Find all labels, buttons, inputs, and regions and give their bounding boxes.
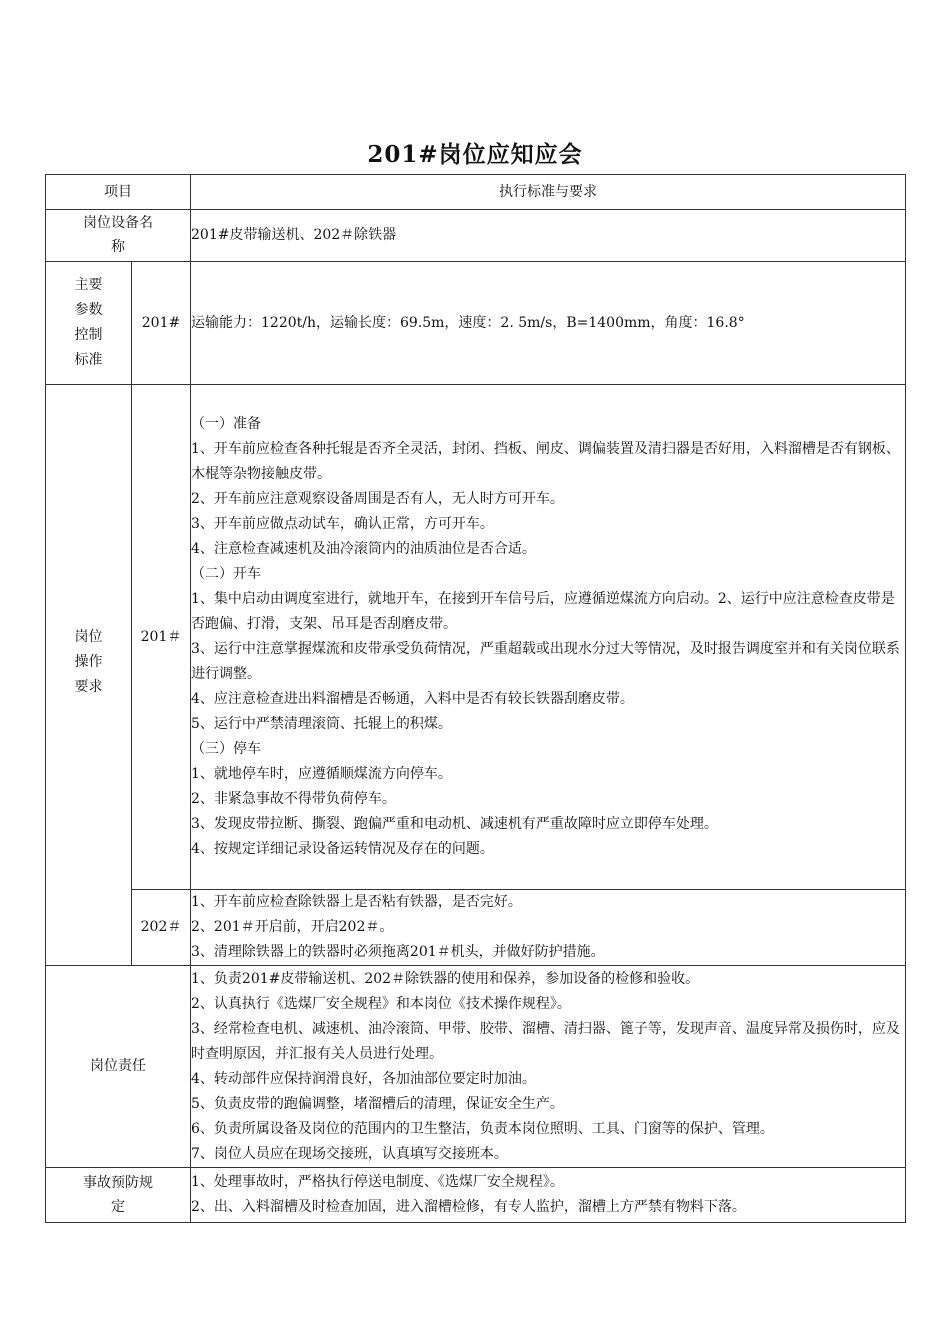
- operation-line: 4、按规定详细记录设备运转情况及存在的问题。: [191, 841, 494, 857]
- operation-line: 1、集中启动由调度室进行，就地开车，在接到开车信号后，应遵循逆煤流方向启动。2、运行中应注意检查皮带是否跑偏、打滑，支架、吊耳是否刮磨皮带。: [191, 591, 895, 632]
- responsibility-content: [191, 966, 906, 1168]
- operation-lines-202: [191, 890, 905, 965]
- header-standard: 执行标准与要求: [191, 175, 906, 210]
- operation-sub-201: 201＃: [132, 385, 191, 890]
- operation-line: 2、非紧急事故不得带负荷停车。: [191, 791, 396, 807]
- operation-line: 1、就地停车时，应遵循顺煤流方向停车。: [191, 766, 452, 782]
- responsibility-line: 4、转动部件应保持润滑良好，各加油部位要定时加油。: [191, 1070, 536, 1087]
- operation-line: 4、注意检查减速机及油冷滚筒内的油质油位是否合适。: [191, 541, 536, 557]
- requirements-table: [45, 174, 906, 1223]
- equipment-value: 201#皮带输送机、202＃除铁器: [191, 210, 906, 262]
- responsibility-line: 1、负责201#皮带输送机、202＃除铁器的使用和保养，参加设备的检修和验收。: [191, 970, 700, 987]
- accident-row: [46, 1168, 906, 1223]
- operation-row-201: [46, 385, 906, 890]
- operation-content-201: [191, 385, 906, 890]
- responsibility-lines: [191, 967, 905, 1167]
- operation-row-202: [46, 890, 906, 966]
- operation-line: 2、开车前应注意观察设备周围是否有人，无人时方可开车。: [191, 491, 564, 507]
- operation-label: 岗位操作要求: [74, 629, 103, 695]
- operation-line: （一）准备: [191, 416, 261, 432]
- equipment-row: [46, 210, 906, 262]
- responsibility-line: 6、负责所属设备及岗位的范围内的卫生整洁，负责本岗位照明、工具、门窗等的保护、管理。: [191, 1120, 774, 1137]
- params-row: [46, 262, 906, 385]
- operation-line: 3、清理除铁器上的铁器时必须拖离201＃机头，并做好防护措施。: [191, 944, 605, 960]
- responsibility-line: 3、经常检查电机、减速机、油冷滚筒、甲带、胶带、溜槽、清扫器、篦子等，发现声音、温度异常及损伤时，应及时查明原因，并汇报有关人员进行处理。: [191, 1020, 900, 1062]
- operation-line: （二）开车: [191, 566, 261, 582]
- operation-line: 2、201＃开启前，开启202＃。: [191, 919, 394, 935]
- operation-line: 4、应注意检查进出料溜槽是否畅通，入料中是否有较长铁器刮磨皮带。: [191, 691, 634, 707]
- header-row: [46, 175, 906, 210]
- accident-label: 事故预防规定: [83, 1174, 153, 1215]
- operation-lines-201: [191, 412, 905, 862]
- responsibility-line: 5、负责皮带的跑偏调整，堵溜槽后的清理，保证安全生产。: [191, 1095, 564, 1112]
- operation-content-202: [191, 890, 906, 966]
- operation-line: 3、开车前应做点动试车，确认正常，方可开车。: [191, 516, 494, 532]
- accident-content: [191, 1168, 906, 1223]
- accident-line: 2、出、入料溜槽及时检查加固，进入溜槽检修，有专人监护，溜槽上方严禁有物料下落。: [191, 1199, 746, 1215]
- header-item: 项目: [46, 175, 191, 210]
- accident-line: 1、处理事故时，严格执行停送电制度、《选煤厂安全规程》。: [191, 1174, 564, 1190]
- operation-line: 3、发现皮带拉断、撕裂、跑偏严重和电动机、减速机有严重故障时应立即停车处理。: [191, 816, 718, 832]
- responsibility-line: 2、认真执行《选煤厂安全规程》和本岗位《技术操作规程》。: [191, 995, 571, 1012]
- params-value: 运输能力：1220t/h，运输长度：69.5m，速度：2. 5m/s，B=1400mm，角度：16.8°: [191, 262, 906, 385]
- accident-lines: [191, 1170, 905, 1220]
- responsibility-label: 岗位责任: [46, 966, 191, 1168]
- operation-line: 1、开车前应检查各种托辊是否齐全灵活，封闭、挡板、闸皮、调偏装置及清扫器是否好用，入料溜槽是否有钢板、木棍等杂物接触皮带。: [191, 441, 900, 482]
- operation-line: （三）停车: [191, 741, 261, 757]
- responsibility-line: 7、岗位人员应在现场交接班，认真填写交接班本。: [191, 1145, 508, 1162]
- operation-line: 5、运行中严禁清理滚筒、托辊上的积煤。: [191, 716, 452, 732]
- operation-line: 1、开车前应检查除铁器上是否粘有铁器，是否完好。: [191, 894, 522, 910]
- operation-sub-202: 202＃: [132, 890, 191, 966]
- document-title: 201#岗位应知应会: [367, 141, 583, 168]
- equipment-label: 岗位设备名称: [83, 215, 153, 255]
- operation-line: 3、运行中注意掌握煤流和皮带承受负荷情况，严重超载或出现水分过大等情况，及时报告调度室并和有关岗位联系进行调整。: [191, 641, 900, 682]
- params-sub: 201#: [132, 262, 191, 385]
- params-label: 主要参数控制标准: [74, 277, 103, 368]
- responsibility-row: [46, 966, 906, 1168]
